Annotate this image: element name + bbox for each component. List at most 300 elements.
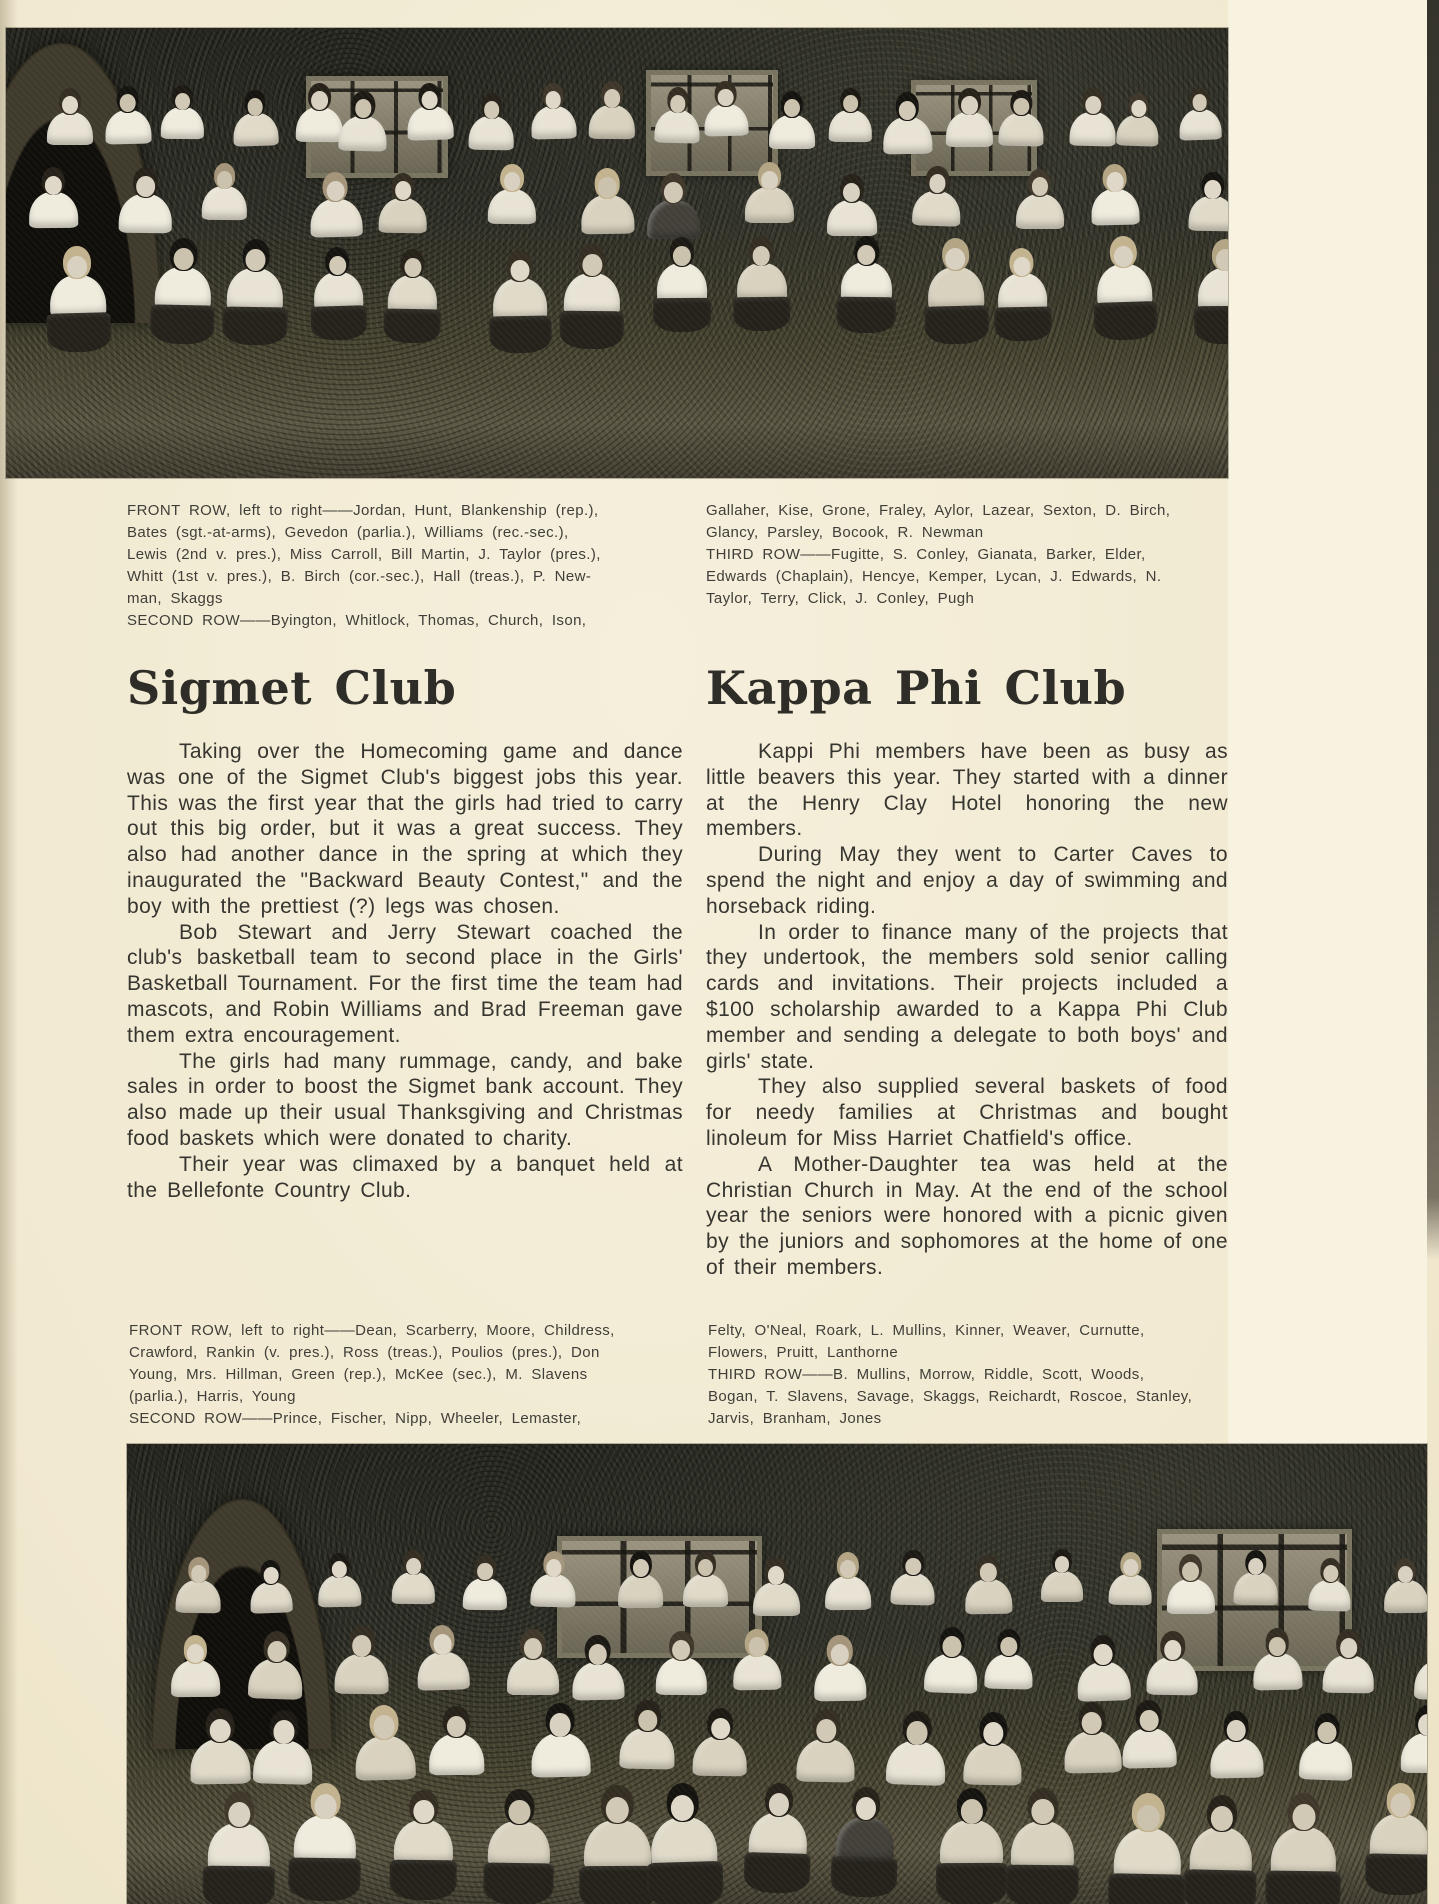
person-face (1248, 1558, 1264, 1576)
person-torso (1271, 1826, 1337, 1875)
person-face (374, 1715, 395, 1739)
person-face (982, 1722, 1003, 1745)
person-head (116, 85, 139, 113)
person-torso (749, 1812, 808, 1857)
person-figure (338, 90, 387, 152)
person-face (267, 1640, 287, 1662)
person-face (718, 88, 734, 106)
person-figure (1209, 1710, 1263, 1778)
person-face (906, 1558, 922, 1576)
person-figure (429, 1706, 484, 1775)
person-torso (997, 273, 1047, 311)
person-face (545, 91, 561, 109)
person-figure (1041, 1549, 1083, 1602)
person-head (1223, 1711, 1249, 1742)
person-face (857, 245, 875, 265)
person-head (669, 1630, 694, 1660)
person-figure (44, 245, 111, 352)
person-face (606, 1797, 630, 1824)
person-torso (928, 267, 985, 310)
caption-line: Bates (sgt.-at-arms), Gevedon (parlia.), Williams (rec.-sec.), (127, 524, 569, 541)
person-torso (704, 103, 749, 137)
person-head (780, 91, 802, 118)
person-figure (1091, 235, 1157, 341)
person-face (1081, 1712, 1101, 1735)
person-torso (912, 190, 961, 227)
person-face (638, 1709, 658, 1731)
person-skirt (560, 310, 624, 349)
person-head (1313, 1712, 1340, 1744)
person-face (173, 248, 193, 271)
person-torso (118, 194, 171, 234)
person-skirt (579, 1865, 656, 1904)
person-head (715, 80, 737, 106)
person-figure (580, 168, 634, 235)
person-face (433, 1634, 452, 1655)
person-face (246, 249, 266, 272)
person-head (903, 1550, 925, 1576)
person-figure (646, 173, 699, 240)
person-face (1031, 1799, 1054, 1825)
person-face (697, 1559, 713, 1577)
person-figure (999, 90, 1045, 147)
paragraph: Taking over the Homecoming game and dance was one of the Sigmet Club's biggest jobs this year. This was the first year that the girls had tried to carry out this big order, but it was a great success. They also had another dance in the spring at which they inaugurated the "Backward Beauty Contest," and the boy with the prettiest (?) legs was chosen. (127, 740, 683, 918)
person-torso (654, 110, 700, 144)
person-figure (588, 81, 635, 140)
person-face (1269, 1636, 1286, 1656)
caption-line: Young, Mrs. Hillman, Green (rep.), McKee (sec.), M. Slavens (129, 1366, 588, 1383)
person-figure (829, 88, 872, 142)
person-torso (924, 1653, 978, 1694)
person-face (1323, 1565, 1338, 1582)
person-figure (1384, 1558, 1427, 1613)
person-figure (1075, 1634, 1130, 1702)
person-face (761, 171, 778, 190)
person-face (421, 91, 437, 110)
person-torso (940, 1820, 1003, 1867)
person-torso (1401, 1732, 1427, 1772)
person-figure (149, 237, 215, 344)
person-face (980, 1563, 997, 1582)
caption-kappa-phi-rows-left (129, 1320, 661, 1430)
paragraph: In order to finance many of the projects that they undertook, the members sold senior calling cards and invitations. Their projects included a $100 scholarship awarded to a Kappa Phi Club member and sending a delegate to both boys' and girls' state. (706, 920, 1228, 1073)
person-face (550, 1713, 571, 1737)
person-torso (946, 112, 993, 147)
person-head (694, 1551, 716, 1577)
person-face (664, 182, 683, 203)
person-torso (796, 1738, 855, 1782)
person-torso (531, 106, 577, 141)
person-head (260, 1559, 281, 1584)
person-head (480, 93, 502, 120)
person-figure (1107, 1792, 1186, 1904)
person-skirt (1265, 1871, 1340, 1904)
person-skirt (924, 305, 989, 345)
paragraph: Bob Stewart and Jerry Stewart coached the club's basketball team to second place in the Girls' Basketball Tournament. For the first time the team had mascots, and Robin Williams and Brad Freeman gave them extra encouragement. (127, 920, 683, 1047)
person-torso (296, 107, 343, 142)
person-torso (310, 198, 363, 238)
person-skirt (383, 308, 440, 343)
person-torso (572, 1662, 625, 1702)
person-figure (1265, 1792, 1341, 1904)
person-head (854, 236, 879, 266)
person-figure (1414, 1632, 1427, 1701)
person-torso (1076, 1661, 1130, 1702)
caption-line: Lewis (2nd v. pres.), Miss Carroll, Bill Martin, J. Taylor (pres.), (127, 546, 601, 563)
person-face (274, 1720, 295, 1744)
person-face (414, 1800, 435, 1823)
person-face (583, 253, 603, 275)
person-face (669, 95, 685, 113)
person-torso (1147, 1657, 1199, 1696)
person-head (593, 168, 619, 199)
person-skirt (483, 1862, 554, 1904)
person-figure (248, 1630, 305, 1700)
person-head (707, 1708, 734, 1740)
person-face (311, 91, 328, 110)
person-face (1227, 1720, 1246, 1741)
person-head (310, 1783, 341, 1820)
person-figure (891, 1550, 936, 1606)
person-torso (313, 271, 363, 309)
person-head (475, 1555, 497, 1581)
person-torso (175, 1579, 221, 1613)
person-figure (288, 1783, 361, 1902)
person-figure (560, 243, 625, 349)
person-head (956, 1788, 986, 1824)
person-figure (104, 85, 152, 144)
person-torso (1298, 1739, 1352, 1780)
person-skirt (831, 1856, 899, 1898)
person-figure (1167, 1554, 1215, 1614)
person-head (1161, 1631, 1186, 1661)
caption-line: Jarvis, Branham, Jones (708, 1410, 882, 1427)
person-figure (1298, 1712, 1353, 1780)
person-figure (1122, 1699, 1178, 1769)
person-face (906, 1721, 927, 1745)
person-skirt (1094, 301, 1158, 341)
person-skirt (390, 1860, 457, 1901)
person-torso (207, 1823, 270, 1870)
person-face (136, 176, 155, 197)
person-head (1336, 1629, 1361, 1659)
person-head (506, 249, 533, 281)
person-figure (619, 1699, 675, 1769)
person-face (209, 1718, 231, 1742)
person-figure (733, 237, 791, 332)
person-torso (1253, 1652, 1302, 1689)
person-face (673, 1639, 691, 1659)
scan-edge-band (1427, 0, 1439, 1260)
person-head (840, 88, 861, 113)
person-figure (29, 167, 78, 229)
person-face (1014, 98, 1030, 116)
person-figure (1188, 172, 1228, 231)
person-head (660, 173, 686, 204)
person-head (976, 1555, 999, 1583)
person-face (783, 99, 799, 117)
person-torso (161, 107, 204, 139)
person-figure (309, 172, 362, 238)
person-torso (1108, 1573, 1151, 1605)
caption-line: Glancy, Parsley, Bocook, R. Newman (706, 524, 984, 541)
person-figure (1015, 169, 1063, 229)
person-torso (1113, 1827, 1181, 1878)
person-figure (488, 249, 552, 353)
person-torso (1308, 1579, 1351, 1612)
person-figure (935, 1787, 1007, 1904)
person-skirt (1194, 306, 1228, 344)
person-torso (1167, 1579, 1215, 1614)
person-torso (769, 115, 815, 149)
person-head (401, 249, 426, 278)
person-head (223, 1791, 254, 1828)
person-head (501, 164, 525, 192)
person-torso (253, 1740, 313, 1786)
person-head (634, 1699, 661, 1731)
sigmet-club-heading: Sigmet Club (127, 661, 457, 715)
page-right-margin (1228, 0, 1427, 1444)
person-head (1120, 1552, 1141, 1577)
person-torso (836, 1816, 895, 1861)
person-torso (1041, 1571, 1083, 1602)
person-torso (429, 1734, 484, 1775)
person-torso (171, 1660, 220, 1697)
person-head (745, 1629, 769, 1658)
person-face (67, 255, 87, 278)
person-head (1211, 239, 1228, 272)
person-torso (233, 113, 279, 148)
person-face (1122, 1559, 1137, 1576)
person-torso (829, 110, 872, 142)
person-figure (963, 1712, 1023, 1786)
paragraph: A Mother-Daughter tea was held at the Christian Church in May. At the end of the school year the seniors were honored with a picnic given by the juniors and sophomores at the home of one of their members. (706, 1152, 1228, 1279)
caption-line: Crawford, Rankin (v. pres.), Ross (treas.), Poulios (pres.), Don (129, 1344, 600, 1361)
person-torso (692, 1736, 747, 1777)
person-torso (1116, 114, 1159, 147)
person-face (1398, 1566, 1413, 1583)
person-figure (202, 163, 248, 220)
person-face (247, 98, 263, 116)
person-torso (814, 1661, 867, 1700)
person-torso (1015, 193, 1063, 229)
person-head (1386, 1783, 1415, 1818)
person-head (1082, 88, 1105, 115)
person-head (169, 238, 197, 271)
person-figure (1365, 1782, 1427, 1895)
person-head (757, 162, 781, 190)
person-torso (493, 277, 548, 318)
person-torso (47, 111, 93, 145)
caption-line: FRONT ROW, left to right——Dean, Scarberry, Moore, Childress, (129, 1322, 615, 1339)
person-figure (732, 1628, 781, 1690)
person-torso (293, 1815, 356, 1862)
person-head (1027, 1788, 1058, 1826)
person-head (812, 1709, 841, 1743)
person-head (183, 1635, 207, 1664)
person-torso (984, 1652, 1033, 1689)
person-torso (463, 1578, 507, 1611)
person-figure (831, 1786, 901, 1897)
person-figure (753, 1558, 800, 1616)
person-figure (946, 88, 993, 147)
person-torso (825, 1576, 872, 1611)
person-figure (391, 1550, 434, 1604)
person-torso (885, 1740, 946, 1786)
person-face (960, 1798, 982, 1823)
person-torso (391, 1572, 434, 1604)
person-face (1339, 1638, 1357, 1658)
person-figure (882, 92, 932, 154)
person-torso (387, 274, 437, 312)
person-face (483, 101, 499, 119)
person-figure (653, 237, 711, 333)
person-face (61, 95, 77, 113)
person-torso (378, 198, 426, 234)
person-face (942, 1636, 961, 1657)
paragraph: The girls had many rummage, candy, and bake sales in order to boost the Sigmet bank account. They also made up their usual Thanksgiving and Christmas food baskets which were donated to charity. (127, 1049, 683, 1150)
person-face (1000, 1637, 1017, 1656)
sigmet-club-body (127, 739, 683, 1203)
person-face (769, 1793, 790, 1817)
caption-line: Felty, O'Neal, Roark, L. Mullins, Kinner, Weaver, Curnutte, (708, 1322, 1145, 1339)
person-figure (488, 164, 536, 225)
person-figure (416, 1624, 470, 1691)
person-skirt (936, 1862, 1008, 1904)
person-face (929, 174, 946, 194)
person-face (314, 1794, 336, 1819)
person-skirt (743, 1852, 810, 1894)
person-figure (836, 236, 895, 333)
person-head (1128, 93, 1149, 118)
person-face (1106, 173, 1123, 192)
caption-line: Edwards (Chaplain), Hencye, Kemper, Lycan, J. Edwards, N. (706, 568, 1162, 585)
person-torso (656, 1656, 707, 1694)
article-kappa-phi-club (706, 663, 1228, 1281)
caption-line: Flowers, Pruitt, Lanthorne (708, 1344, 899, 1361)
person-skirt (647, 1861, 724, 1904)
person-figure (993, 247, 1051, 341)
person-face (1085, 96, 1101, 115)
person-face (945, 248, 965, 271)
person-head (132, 167, 158, 198)
person-figure (383, 249, 441, 344)
person-figure (161, 84, 204, 139)
person-head (765, 1558, 788, 1585)
person-torso (999, 113, 1044, 147)
person-head (840, 174, 864, 203)
person-skirt (222, 306, 287, 346)
person-face (831, 1644, 850, 1665)
person-skirt (1365, 1854, 1427, 1896)
person-torso (753, 1582, 800, 1617)
caption-line: Whitt (1st v. pres.), B. Birch (cor.-sec.), Hall (treas.), P. New- (127, 568, 592, 585)
person-figure (656, 1630, 707, 1694)
person-figure (530, 1551, 576, 1609)
caption-line: Gallaher, Kise, Grone, Fraley, Aylor, Lazear, Sexton, D. Birch, (706, 502, 1171, 519)
person-torso (618, 1575, 664, 1609)
person-torso (530, 1574, 576, 1609)
kappa-phi-club-group-photo (127, 1444, 1427, 1904)
person-torso (840, 262, 892, 300)
person-figure (1090, 164, 1140, 226)
person-head (205, 1708, 235, 1744)
person-head (1206, 1794, 1237, 1831)
person-face (1013, 256, 1031, 276)
paragraph: During May they went to Carter Caves to spend the night and enjoy a day of swimming and horseback riding. (706, 843, 1228, 918)
caption-line: SECOND ROW——Byington, Whitlock, Thomas, Church, Ison, (127, 612, 587, 629)
person-torso (657, 263, 708, 301)
person-head (187, 1556, 209, 1583)
person-figure (745, 162, 794, 223)
person-torso (564, 272, 620, 314)
person-figure (618, 1551, 664, 1608)
person-head (1288, 1793, 1320, 1831)
person-face (1317, 1722, 1336, 1744)
caption-line: FRONT ROW, left to right——Jordan, Hunt, Blankenship (rep.), (127, 502, 599, 519)
person-torso (154, 266, 211, 309)
person-figure (296, 83, 344, 143)
person-face (326, 181, 345, 202)
person-torso (355, 1735, 416, 1781)
person-skirt (994, 306, 1051, 341)
person-torso (488, 1820, 550, 1866)
person-skirt (836, 297, 895, 333)
person-head (837, 1552, 860, 1579)
person-torso (1096, 263, 1152, 306)
caption-sigmet-rows-right (706, 500, 1230, 610)
person-head (902, 1710, 932, 1745)
person-face (856, 1797, 877, 1821)
person-face (263, 1567, 278, 1584)
person-figure (644, 1781, 723, 1904)
person-face (1164, 1640, 1182, 1660)
person-torso (506, 1656, 558, 1695)
paragraph: They also supplied several baskets of food for needy families at Christmas and bought linoleum for Miss Harriet Chatfield's office. (706, 1075, 1228, 1150)
kappa-phi-club-heading: Kappa Phi Club (706, 661, 1127, 715)
person-figure (506, 1629, 559, 1695)
person-torso (1179, 108, 1222, 141)
person-head (630, 1551, 652, 1578)
person-figure (924, 1626, 979, 1694)
person-head (852, 1787, 881, 1822)
sigmet-club-group-photo (6, 28, 1228, 478)
person-torso (963, 1742, 1022, 1786)
person-torso (105, 109, 152, 145)
person-torso (49, 274, 106, 317)
person-figure (1401, 1704, 1427, 1772)
person-face (1192, 94, 1207, 111)
person-face (1418, 1714, 1427, 1735)
person-torso (647, 200, 700, 240)
person-skirt (733, 296, 790, 331)
person-face (1215, 249, 1228, 271)
person-torso (1063, 1730, 1121, 1773)
person-torso (250, 1581, 293, 1614)
person-head (670, 237, 695, 267)
caption-sigmet-rows-left (127, 500, 659, 632)
person-figure (406, 82, 453, 141)
person-figure (912, 165, 962, 227)
person-torso (531, 1732, 591, 1777)
person-figure (827, 174, 877, 236)
person-face (331, 1560, 346, 1577)
person-torso (468, 116, 514, 150)
person-face (1093, 1644, 1112, 1665)
person-figure (189, 1707, 251, 1784)
person-head (542, 1551, 564, 1578)
person-figure (825, 1552, 872, 1611)
